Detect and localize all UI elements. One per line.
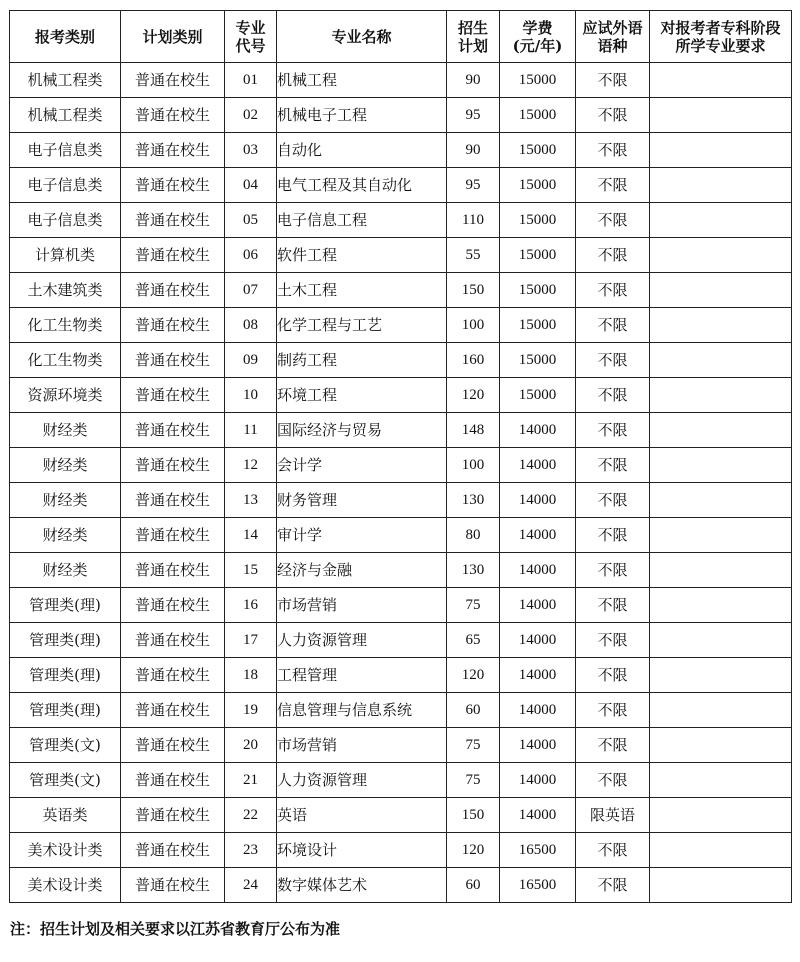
plan-type-cell: 普通在校生: [121, 728, 225, 763]
category-cell: 机械工程类: [10, 98, 121, 133]
plan-type-cell: 普通在校生: [121, 203, 225, 238]
table-row: [10, 553, 792, 588]
quota-cell: 120: [447, 658, 500, 693]
language-cell: 不限: [576, 518, 650, 553]
category-cell: 财经类: [10, 413, 121, 448]
major-cell: 市场营销: [277, 728, 447, 763]
language-cell: 不限: [576, 413, 650, 448]
requirement-cell: [650, 588, 792, 623]
tuition-cell: 14000: [500, 483, 576, 518]
language-cell: 不限: [576, 133, 650, 168]
major-cell: 化学工程与工艺: [277, 308, 447, 343]
major-cell: 机械电子工程: [277, 98, 447, 133]
plan-type-cell: 普通在校生: [121, 448, 225, 483]
header-requirement: [650, 11, 792, 63]
requirement-cell: [650, 553, 792, 588]
tuition-cell: 15000: [500, 238, 576, 273]
tuition-cell: 14000: [500, 623, 576, 658]
header-text-line1: 专业: [235, 18, 266, 37]
major-cell: 国际经济与贸易: [277, 413, 447, 448]
code-cell: 01: [225, 63, 277, 98]
requirement-cell: [650, 273, 792, 308]
quota-cell: 100: [447, 448, 500, 483]
quota-cell: 95: [447, 168, 500, 203]
requirement-cell: [650, 623, 792, 658]
table-row: [10, 658, 792, 693]
quota-cell: 160: [447, 343, 500, 378]
category-cell: 管理类(理): [10, 693, 121, 728]
major-cell: 制药工程: [277, 343, 447, 378]
requirement-cell: [650, 308, 792, 343]
quota-cell: 75: [447, 763, 500, 798]
header-tuition: [500, 11, 576, 63]
major-cell: 审计学: [277, 518, 447, 553]
code-cell: 15: [225, 553, 277, 588]
code-cell: 05: [225, 203, 277, 238]
major-cell: 数字媒体艺术: [277, 868, 447, 903]
requirement-cell: [650, 238, 792, 273]
category-cell: 美术设计类: [10, 833, 121, 868]
quota-cell: 95: [447, 98, 500, 133]
plan-type-cell: 普通在校生: [121, 553, 225, 588]
language-cell: 不限: [576, 63, 650, 98]
plan-type-cell: 普通在校生: [121, 763, 225, 798]
code-cell: 20: [225, 728, 277, 763]
table-row: [10, 413, 792, 448]
language-cell: 限英语: [576, 798, 650, 833]
requirement-cell: [650, 693, 792, 728]
tuition-cell: 14000: [500, 553, 576, 588]
code-cell: 17: [225, 623, 277, 658]
enrollment-plan-table: [9, 10, 792, 903]
table-row: [10, 308, 792, 343]
code-cell: 19: [225, 693, 277, 728]
quota-cell: 75: [447, 588, 500, 623]
quota-cell: 90: [447, 63, 500, 98]
quota-cell: 80: [447, 518, 500, 553]
plan-type-cell: 普通在校生: [121, 658, 225, 693]
tuition-cell: 16500: [500, 833, 576, 868]
tuition-cell: 14000: [500, 588, 576, 623]
major-cell: 软件工程: [277, 238, 447, 273]
language-cell: 不限: [576, 343, 650, 378]
major-cell: 会计学: [277, 448, 447, 483]
language-cell: 不限: [576, 763, 650, 798]
tuition-cell: 15000: [500, 168, 576, 203]
tuition-cell: 15000: [500, 203, 576, 238]
language-cell: 不限: [576, 693, 650, 728]
major-cell: 自动化: [277, 133, 447, 168]
code-cell: 16: [225, 588, 277, 623]
category-cell: 计算机类: [10, 238, 121, 273]
major-cell: 环境设计: [277, 833, 447, 868]
code-cell: 06: [225, 238, 277, 273]
table-row: [10, 98, 792, 133]
category-cell: 电子信息类: [10, 133, 121, 168]
language-cell: 不限: [576, 203, 650, 238]
header-code: [225, 11, 277, 63]
category-cell: 管理类(理): [10, 658, 121, 693]
quota-cell: 120: [447, 833, 500, 868]
table-row: [10, 343, 792, 378]
major-cell: 市场营销: [277, 588, 447, 623]
table-row: [10, 868, 792, 903]
tuition-cell: 14000: [500, 728, 576, 763]
category-cell: 财经类: [10, 483, 121, 518]
tuition-cell: 15000: [500, 273, 576, 308]
category-cell: 机械工程类: [10, 63, 121, 98]
plan-type-cell: 普通在校生: [121, 308, 225, 343]
code-cell: 24: [225, 868, 277, 903]
table-row: [10, 623, 792, 658]
plan-type-cell: 普通在校生: [121, 98, 225, 133]
requirement-cell: [650, 518, 792, 553]
tuition-cell: 15000: [500, 133, 576, 168]
table-row: [10, 273, 792, 308]
table-row: [10, 133, 792, 168]
plan-type-cell: 普通在校生: [121, 518, 225, 553]
table-row: [10, 588, 792, 623]
tuition-cell: 15000: [500, 343, 576, 378]
header-text-line2: (元/年): [512, 36, 563, 55]
plan-type-cell: 普通在校生: [121, 378, 225, 413]
tuition-cell: 15000: [500, 63, 576, 98]
requirement-cell: [650, 483, 792, 518]
requirement-cell: [650, 378, 792, 413]
plan-type-cell: 普通在校生: [121, 798, 225, 833]
requirement-cell: [650, 63, 792, 98]
plan-type-cell: 普通在校生: [121, 133, 225, 168]
header-major: [277, 11, 447, 63]
category-cell: 英语类: [10, 798, 121, 833]
language-cell: 不限: [576, 833, 650, 868]
tuition-cell: 14000: [500, 448, 576, 483]
table-row: [10, 168, 792, 203]
tuition-cell: 14000: [500, 518, 576, 553]
header-plan-type: [121, 11, 225, 63]
plan-type-cell: 普通在校生: [121, 238, 225, 273]
language-cell: 不限: [576, 623, 650, 658]
requirement-cell: [650, 413, 792, 448]
plan-type-cell: 普通在校生: [121, 868, 225, 903]
header-text-line1: 专业名称: [331, 27, 392, 46]
code-cell: 14: [225, 518, 277, 553]
language-cell: 不限: [576, 658, 650, 693]
quota-cell: 90: [447, 133, 500, 168]
table-row: [10, 483, 792, 518]
major-cell: 工程管理: [277, 658, 447, 693]
major-cell: 机械工程: [277, 63, 447, 98]
quota-cell: 75: [447, 728, 500, 763]
language-cell: 不限: [576, 98, 650, 133]
major-cell: 经济与金融: [277, 553, 447, 588]
major-cell: 财务管理: [277, 483, 447, 518]
category-cell: 美术设计类: [10, 868, 121, 903]
tuition-cell: 14000: [500, 763, 576, 798]
code-cell: 03: [225, 133, 277, 168]
quota-cell: 60: [447, 868, 500, 903]
code-cell: 22: [225, 798, 277, 833]
quota-cell: 120: [447, 378, 500, 413]
quota-cell: 55: [447, 238, 500, 273]
category-cell: 电子信息类: [10, 203, 121, 238]
code-cell: 18: [225, 658, 277, 693]
code-cell: 04: [225, 168, 277, 203]
plan-type-cell: 普通在校生: [121, 343, 225, 378]
plan-type-cell: 普通在校生: [121, 623, 225, 658]
language-cell: 不限: [576, 483, 650, 518]
table-row: [10, 833, 792, 868]
requirement-cell: [650, 728, 792, 763]
table-row: [10, 728, 792, 763]
category-cell: 化工生物类: [10, 308, 121, 343]
table-row: [10, 693, 792, 728]
header-text-line2: 代号: [235, 36, 266, 55]
header-category: [10, 11, 121, 63]
header-text-line1: 计划类别: [142, 27, 203, 46]
major-cell: 电气工程及其自动化: [277, 168, 447, 203]
header-text-line1: 对报考者专科阶段: [660, 18, 781, 37]
code-cell: 11: [225, 413, 277, 448]
table-row: [10, 798, 792, 833]
tuition-cell: 14000: [500, 658, 576, 693]
requirement-cell: [650, 168, 792, 203]
category-cell: 财经类: [10, 553, 121, 588]
table-row: [10, 203, 792, 238]
language-cell: 不限: [576, 378, 650, 413]
plan-type-cell: 普通在校生: [121, 273, 225, 308]
category-cell: 化工生物类: [10, 343, 121, 378]
header-text-line1: 报考类别: [34, 27, 95, 46]
quota-cell: 148: [447, 413, 500, 448]
table-row: [10, 63, 792, 98]
code-cell: 02: [225, 98, 277, 133]
major-cell: 人力资源管理: [277, 623, 447, 658]
requirement-cell: [650, 798, 792, 833]
table-row: [10, 518, 792, 553]
requirement-cell: [650, 98, 792, 133]
language-cell: 不限: [576, 868, 650, 903]
header-text-line2: 计划: [457, 36, 488, 55]
header-text-line2: 语种: [597, 36, 628, 55]
language-cell: 不限: [576, 448, 650, 483]
quota-cell: 100: [447, 308, 500, 343]
tuition-cell: 14000: [500, 413, 576, 448]
quota-cell: 110: [447, 203, 500, 238]
requirement-cell: [650, 658, 792, 693]
category-cell: 管理类(文): [10, 763, 121, 798]
requirement-cell: [650, 763, 792, 798]
tuition-cell: 14000: [500, 798, 576, 833]
code-cell: 09: [225, 343, 277, 378]
category-cell: 财经类: [10, 448, 121, 483]
quota-cell: 60: [447, 693, 500, 728]
table-body: [10, 63, 792, 903]
tuition-cell: 16500: [500, 868, 576, 903]
tuition-cell: 15000: [500, 98, 576, 133]
quota-cell: 130: [447, 553, 500, 588]
major-cell: 英语: [277, 798, 447, 833]
requirement-cell: [650, 868, 792, 903]
code-cell: 12: [225, 448, 277, 483]
quota-cell: 130: [447, 483, 500, 518]
plan-type-cell: 普通在校生: [121, 693, 225, 728]
table-row: [10, 448, 792, 483]
requirement-cell: [650, 833, 792, 868]
language-cell: 不限: [576, 238, 650, 273]
code-cell: 21: [225, 763, 277, 798]
tuition-cell: 15000: [500, 378, 576, 413]
footnote: 注：招生计划及相关要求以江苏省教育厅公布为准: [10, 920, 341, 938]
major-cell: 信息管理与信息系统: [277, 693, 447, 728]
language-cell: 不限: [576, 308, 650, 343]
category-cell: 财经类: [10, 518, 121, 553]
requirement-cell: [650, 133, 792, 168]
table-row: [10, 378, 792, 413]
category-cell: 管理类(理): [10, 623, 121, 658]
major-cell: 环境工程: [277, 378, 447, 413]
quota-cell: 65: [447, 623, 500, 658]
category-cell: 电子信息类: [10, 168, 121, 203]
table-row: [10, 763, 792, 798]
requirement-cell: [650, 343, 792, 378]
tuition-cell: 15000: [500, 308, 576, 343]
quota-cell: 150: [447, 273, 500, 308]
code-cell: 23: [225, 833, 277, 868]
language-cell: 不限: [576, 273, 650, 308]
header-text-line2: 所学专业要求: [675, 36, 766, 55]
category-cell: 资源环境类: [10, 378, 121, 413]
language-cell: 不限: [576, 553, 650, 588]
category-cell: 土木建筑类: [10, 273, 121, 308]
plan-type-cell: 普通在校生: [121, 413, 225, 448]
code-cell: 13: [225, 483, 277, 518]
quota-cell: 150: [447, 798, 500, 833]
plan-type-cell: 普通在校生: [121, 168, 225, 203]
code-cell: 08: [225, 308, 277, 343]
code-cell: 10: [225, 378, 277, 413]
table-row: [10, 238, 792, 273]
plan-type-cell: 普通在校生: [121, 63, 225, 98]
requirement-cell: [650, 448, 792, 483]
category-cell: 管理类(理): [10, 588, 121, 623]
plan-type-cell: 普通在校生: [121, 483, 225, 518]
code-cell: 07: [225, 273, 277, 308]
language-cell: 不限: [576, 168, 650, 203]
header-text-line1: 学费: [522, 18, 553, 37]
header-text-line1: 应试外语: [582, 18, 643, 37]
major-cell: 电子信息工程: [277, 203, 447, 238]
language-cell: 不限: [576, 728, 650, 763]
tuition-cell: 14000: [500, 693, 576, 728]
header-language: [576, 11, 650, 63]
category-cell: 管理类(文): [10, 728, 121, 763]
plan-type-cell: 普通在校生: [121, 833, 225, 868]
plan-type-cell: 普通在校生: [121, 588, 225, 623]
language-cell: 不限: [576, 588, 650, 623]
table-header-row: [10, 11, 792, 63]
major-cell: 人力资源管理: [277, 763, 447, 798]
major-cell: 土木工程: [277, 273, 447, 308]
requirement-cell: [650, 203, 792, 238]
header-quota: [447, 11, 500, 63]
header-text-line1: 招生: [457, 18, 488, 37]
